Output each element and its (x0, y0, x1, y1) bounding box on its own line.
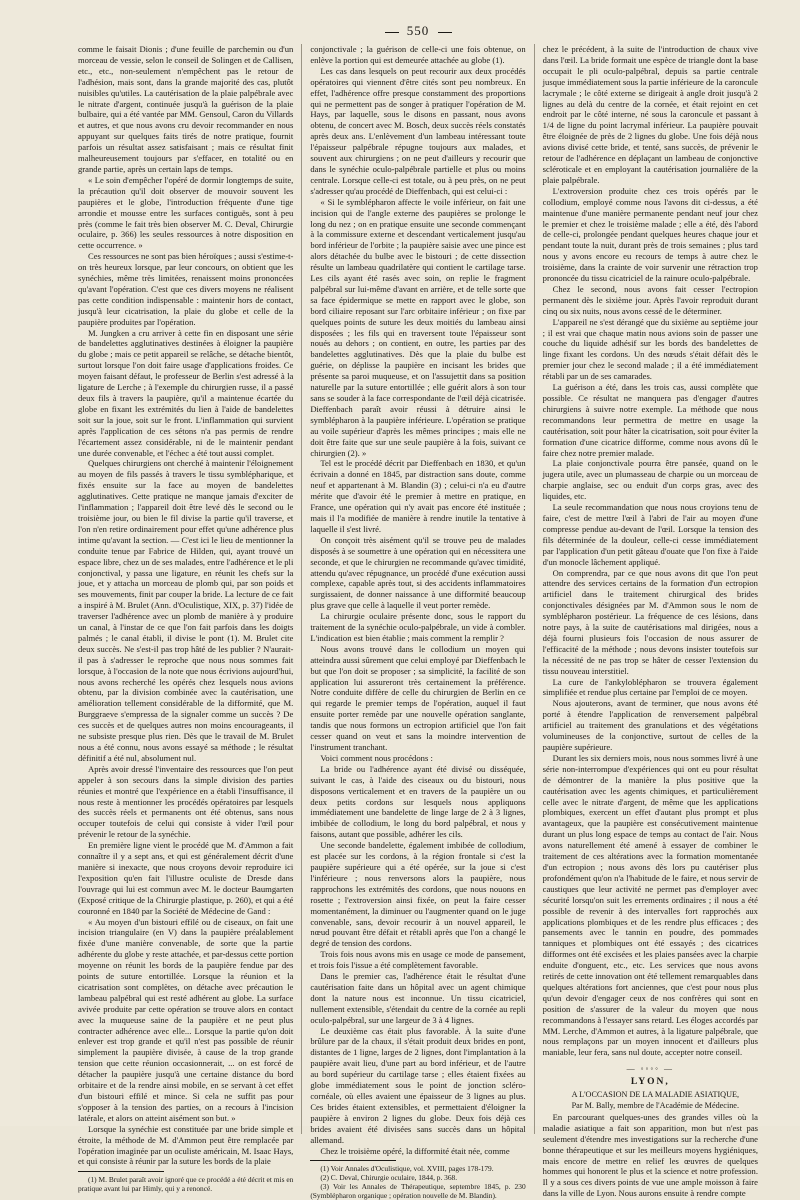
paragraph: chez le précédent, à la suite de l'introduction de chaux vive dans l'œil. La bride formait une espèce de triangle dont la base occupait le pli oculo-palpébral, depuis sa partie centrale jusque immédiatement sous la partie inférieure de la caroncule lacrymale ; le côté externe se dirigeait à angle droit jusqu'à 2 lignes au delà du centre de la cornée, et était rejoint en cet endroit par le côté interne, né sous la caroncule et passant à 1/4 de ligne du point lacrymal inférieur. La paupière pouvait être éloignée de près de 2 lignes du globe. Une fois déjà nous avions divisé cette bride, et tenté, sans succès, de prévenir le retour de l'adhérence en déplaçant un lambeau de conjonctive scléroticale et en employant la cautérisation journalière de la plaie palpébrale. (542, 44, 758, 185)
section-divider: — ◦◦◦◦ — (626, 1064, 674, 1074)
column-2-footnotes (310, 1164, 525, 1200)
paragraph: Chez le troisième opéré, la difformité était née, comme (320, 1145, 510, 1156)
page-number: 550 (406, 23, 430, 38)
footnote: (1) M. Brulet paraît avoir ignoré que ce procédé a été décrit et mis en pratique avant lui par Himly, qui y a renoncé. (78, 1175, 294, 1194)
column-3 (542, 44, 758, 1199)
paragraph: On conçoit très aisément qu'il se trouve peu de malades disposés à se soumettre à une opération qui en nécessitera une seconde, et que le chirurgien ne recommande qu'avec timidité, attendu qu'avec répugnance, un procédé d'une exécution aussi complexe, capable après tout, si des accidents inflammatoires surgissaient, de donner naissance à une difformité beaucoup plus grave que celle à laquelle il veut porter remède. (310, 534, 526, 611)
footnote-rule (78, 1171, 164, 1172)
footnote: (1) Voir Annales d'Oculistique, vol. XVIII, pages 178-179. (320, 1164, 494, 1174)
column-2-body (310, 44, 525, 1156)
section-author: Par M. Bally, membre de l'Académie de Médecine. (571, 1101, 739, 1110)
paragraph: Le deuxième cas était plus favorable. À la suite d'une brûlure par de la chaux, il s'était produit deux brides en pont, distantes de 1 ligne, larges de 2 lignes, dont l'implantation à la paupière avait lieu, d'une part au bord inférieur, et de l'autre au bord supérieur du cartilage tarse ; elles étaient fixées au globe immédiatement sous le point de jonction scléro-cornéale, où elles avaient une épaisseur de 3 lignes au plus. Ces brides étaient extensibles, et permettaient d'éloigner la paupière à environ 2 lignes du globe. Deux fois déjà ces brides avaient été divisées sans succès dans un hôpital allemand. (310, 1025, 526, 1145)
paragraph: « Au moyen d'un bistouri effilé ou de ciseaux, on fait une incision triangulaire (en V) dans la paupière préalablement fixée d'une manière convenable, de sorte que la partie adhérente du globe y reste attachée, et par-dessus cette portion moyenne on réunit les bords de la paupière fendue par des points de suture entortillée. Lorsque la réunion et la cicatrisation sont complètes, on détache avec précaution le lambeau palpébral qui est resté adhérent au globe. La surface avivée produite par cette opération se trouve alors en contact avec la muqueuse saine de la paupière et ne peut plus contracter adhérence avec elle... Lorsque la partie qu'on doit enlever est trop grande et qu'il n'est pas possible de réunir simplement la paupière divisée, à cause de la trop grande tension que cette réunion occasionnerait, ... on est forcé de détacher la paupière jusqu'à une certaine distance du bord orbitaire et de la rendre ainsi mobile, en se servant à cet effet d'un bistouri effilé et mince. Si cela ne suffit pas pour s'opposer à la tension des parties, on a recours à l'incision latérale, et alors on atteint aisément son but. » (78, 916, 294, 1123)
paragraph: Nous ajouterons, avant de terminer, que nous avons été porté à étendre l'application de renversement palpébral artificiel au traitement des granulations et des végétations volumineuses de la conjonctive, surtout de celles de la paupière supérieure. (542, 698, 758, 752)
column-divider (534, 44, 535, 1134)
paragraph: En première ligne vient le procédé que M. d'Ammon a fait connaître il y a sept ans, et qui est généralement décrit d'une manière si inexacte, que nous croyons devoir reproduire ici l'exposition qu'en fait l'illustre oculiste de Dresde dans l'ouvrage qui lui est commun avec M. le docteur Baumgarten (Exposé critique de la Chirurgie plastique, p. 260), et qui a été couronné en 1840 par la Société de Médecine de Gand : (78, 840, 294, 916)
section-body: En parcourant quelques-unes des grandes villes où la maladie asiatique a fait son apparition, mon but n'est pas seulement d'étendre mes investigations sur la recherche d'une bonne thérapeutique et sur les meilleurs moyens hygiéniques, mais encore de mettre en relief les œuvres de quelques hommes qui honorent le plus et la science et notre profession. Il y a sous ces divers points de vue une ample moisson à faire dans la ville de Lyon. Nous aurons ensuite à rendre compte (542, 1111, 758, 1199)
paragraph: La chirurgie oculaire présente donc, sous le rapport du traitement de la synéchie oculo-palpébrale, un vide à combler. L'indication est bien établie ; mais comment la remplir ? (310, 611, 526, 643)
paragraph: conjonctivale ; la guérison de celle-ci une fois obtenue, on enlève la portion qui est demeurée attachée au globe (1). (310, 44, 526, 65)
column-divider (301, 44, 302, 1134)
paragraph: L'appareil ne s'est dérangé que du sixième au septième jour ; il est vrai que chaque matin nous avions soin de passer une couche du liquide adhésif sur les bords des bandelettes de linge fixant les cordons. Un des nœuds s'était défait dès le premier jour chez le second malade ; il a été immédiatement rétabli par un de ses camarades. (542, 316, 758, 382)
paragraph: Après avoir dressé l'inventaire des ressources que l'on peut appeler à son secours dans la simple division des parties réunies et montré que l'expérience en a établi l'insuffisance, il nous reste à mentionner les procédés opératoires par lesquels des succès réels et permanents ont été obtenus, sans nous occuper toutefois de celui qui consiste à vider l'œil pour prévenir le retour de la synéchie. (78, 763, 294, 840)
paragraph: Trois fois nous avons mis en usage ce mode de pansement, et trois fois l'issue a été complètement favorable. (310, 949, 526, 971)
footnote: (2) C. Deval, Chirurgie oculaire, 1844, p. 368. (320, 1173, 458, 1183)
section-title: LYON, (630, 1077, 670, 1088)
paragraph: Chez le second, nous avons fait cesser l'ectropion permanent dès le sixième jour. Après l'avoir reproduit durant cinq ou six nuits, nous avons cessé de le déterminer. (542, 283, 758, 316)
paragraph: La seule recommandation que nous nous croyions tenu de faire, c'est de mettre l'œil à l'abri de l'air au moyen d'une compresse pendue au-devant de l'œil. Lorsque la tension des fils déterminée de la douleur, celle-ci cesse immédiatement par l'application d'un petit gâteau d'ouate que l'on fixe à l'aide d'un monocle lâchement appliqué. (542, 502, 758, 567)
paragraph: Tel est le procédé décrit par Dieffenbach en 1830, et qu'un écrivain a donné en 1845, par distraction sans doute, comme neuf et appartenant à M. Blandin (3) ; celui-ci n'a eu d'autre mérite que d'avoir été le premier à mettre en pratique, en France, une opération qui n'y avait pas encore été instituée ; mais il l'a modifiée de manière à rendre inutile la tentative à laquelle il s'est livré. (310, 458, 526, 534)
column-2 (310, 44, 526, 1200)
paragraph: Dans le premier cas, l'adhérence était le résultat d'une cautérisation faite dans un hôpital avec un agent chimique dont la nature nous est inconnue. Un tissu cicatriciel, nullement extensible, s'étendait du centre de la cornée au repli oculo-palpébral, sur une largeur de 3 à 4 lignes. (310, 971, 526, 1025)
header-rule-right (438, 32, 452, 33)
column-1-body (78, 44, 293, 1167)
paragraph: Lorsque la synéchie est constituée par une bride simple et étroite, la méthode de M. d'Ammon peut être remplacée par l'opération imaginée par un oculiste américain, M. Isaac Hays, et qui consiste à réunir par la suture les bords de la plaie (78, 1123, 294, 1167)
paragraph: M. Jungken a cru arriver à cette fin en disposant une série de bandelettes agglutinatives destinées à éloigner la paupière du globe ; mais ce petit appareil se relâche, se détache bientôt, surtout lorsque l'on doit faire usage d'applications froides. Ce moyen faisant défaut, le professeur de Berlin s'est adressé à la ligature de Lerche ; à l'exemple du chirurgien russe, il a passé deux fils à travers la paupière, qu'il a maintenue écartée du globe en fixant les extrémités du lien à l'aide de bandelettes soit sur la joue, soit sur le front. L'inflammation qui survient après l'application de ces sétons n'a pas permis de rendre l'écartement assez considérable, ni de le maintenir pendant une durée convenable, et l'échec a été tout aussi complet. (78, 327, 294, 458)
paragraph: Durant les six derniers mois, nous nous sommes livré à une série non-interrompue d'expériences qui ont eu pour résultat de démontrer de la manière la plus positive que la cautérisation avec les agents chimiques, et particulièrement celle avec le nitrate d'argent, de même que les applications plombiques, exercent un effet d'autant plus prompt et plus avantageux, que la paupière est consécutivement maintenue durant un plus long espace de temps au contact de l'air. Nous avons naturellement été amené à essayer de combiner le traitement de ces altérations avec la formation momentanée d'un ectropion ; nous avons dès lors pu cautériser plus profondément qu'on n'a l'habitude de le faire, et nous servir de caustiques que leur activité ne permet pas d'employer avec sécurité lorsqu'on suit les errements ordinaires ; il nous a été possible de revenir à des intervalles fort rapprochés aux applications plombiques et de les rendre plus efficaces ; des pansements avec le tannin en poudre, des pommades tanniques et plombiques ont été essayés ; des cicatrices difformes ont été excisées et les plaies pansées avec la charpie enduite d'onguent, etc., etc. Les services que nous avons retirés de cette innovation ont été tellement remarquables dans quelques altérations fort anciennes, que c'est pour nous plus qu'un devoir d'engager ceux de nos confrères qui sont en position de s'assurer de la valeur du moyen que nous recommandons à l'essayer sans retard. Les éloges accordés par MM. Lerche, d'Ammon et autres, à la ligature palpébrale, que nous remplaçons par un moyen innocent et d'ailleurs plus maniable, leur fera, sans nul doute, accepter notre conseil. (542, 752, 758, 1058)
footnote-rule (310, 1160, 396, 1161)
paragraph: Une seconde bandelette, également imbibée de collodium, est placée sur les cordons, à la région frontale si c'est la paupière supérieure qui a été opérée, sur la joue si c'est l'inférieure ; nous renversons alors la paupière, nous rapprochons les extrémités des cordons, que nous nouons en rosette ; l'extroversion ainsi fixée, on peut la faire cesser momentanément, la diminuer ou l'augmenter quand on le juge convenable, sans, devoir recourir à un nouvel appareil, le nœud pouvant être défait et rétabli après que l'on a changé le degré de tension des cordons. (310, 840, 526, 949)
section-subtitle: A L'OCCASION DE LA MALADIE ASIATIQUE, (571, 1090, 740, 1100)
column-1 (78, 44, 294, 1194)
paragraph: comme le faisait Dionis ; d'une feuille de parchemin ou d'un morceau de vessie, selon le conseil de Solingen et de Callisen, etc., etc., non-seulement n'empêchent pas le retour de l'adhésion, mais sont, dans la grande majorité des cas, plutôt nuisibles qu'utiles. La cautérisation de la plaie palpébrale avec le nitrate d'argent, continuée jusqu'à la guérison de la plaie bulbaire, qui a été vantée par MM. Gensoul, Caron du Villards et autres, et que nous avons cru devoir recommander en nous appuyant sur quelques faits tirés de notre pratique, fournit parfois un résultat assez satisfaisant ; mais ce résultat finit malheureusement toujours par s'effacer, en totalité ou en grande partie, après un certain laps de temps. (78, 44, 294, 174)
paragraph: La cure de l'ankyloblépharon se trouvera également simplifiée et rendue plus certaine par l'emploi de ce moyen. (542, 676, 758, 698)
paragraph: La bride ou l'adhérence ayant été divisé ou disséquée, suivant le cas, à l'aide des ciseaux ou du bistouri, nous disposons verticalement et en travers de la paupière un ou deux petits cordons sur lesquels nous appliquons immédiatement une bandelette de linge large de 2 à 3 lignes, imbibée de collodium, le long du bord palpébral, et nous y faisons, autant que possible, adhérer les cils. (310, 763, 526, 840)
footnote: (3) Voir les Annales de Thérapeutique, septembre 1845, p. 230 (Symblépharon organique ; opération nouvelle de M. Blandin). (310, 1182, 526, 1200)
page-header (78, 20, 758, 42)
header-rule-left (385, 32, 399, 33)
paragraph: Les cas dans lesquels on peut recourir aux deux procédés opératoires qui viennent d'être cités sont peu nombreux. En effet, l'adhérence offre presque constamment des proportions qui ne permettent pas de songer à pratiquer l'opération de M. Hays, par laquelle, sous le disons en passant, nous avons obtenu, de concert avec M. Bosch, deux succès réels constatés après deux ans. L'enlèvement d'un lambeau intéressant toute l'épaisseur palpébrale répugne toujours aux malades, et souvent aux chirurgiens ; on ne peut d'ailleurs y recourir que dans le synéchie oculo-palpébrale partielle et plus ou moins centrale. Lorsque celle-ci est totale, ou à peu près, on ne peut s'adresser qu'au procédé de Dieffenbach, qui est celui-ci : (310, 65, 526, 196)
paragraph: Quelques chirurgiens ont cherché à maintenir l'éloignement au moyen de fils passés à travers le tissu symblépharique, et fixés ensuite sur la face au moyen de bandelettes agglutinatives. Cette pratique ne manque jamais d'exciter de l'inflammation ; l'appareil doit être levé dès le second ou le troisième jour, ou bien le fil divise la partie qu'il traverse, et l'on n'en retire ordinairement pour effet qu'une adhérence plus intime qu'avant la section. — C'est ici le lieu de mentionner la conduite tenue par Fabrice de Hilden, qui, ayant trouvé un espace libre, chez un de ses malades, entre l'adhérence et le pli conjonctival, y passa une ligature, en réunit les chefs sur la joue, et y attacha un morceau de plomb qui, par son poids et ses mouvements, finit par couper la bride. La lecture de ce fait a inspiré à M. Brulet (Ann. d'Oculistique, XIX, p. 37) l'idée de traverser l'adhérence avec un plomb de manière à y produire un canal, à l'instar de ce que l'on fait parfois dans les doigts palmés ; le canal établi, il divise le pont (1). M. Brulet cite deux succès. Ne s'est-il pas trop hâté de les publier ? N'aurait-il pas à s'adresser le reproche que nous nous sommes fait lorsque, à l'occasion de la note que nous écrivions aujourd'hui, nous avons recherché les opérés chez lesquels nous avions obtenu, par la division combinée avec la cautérisation, une amélioration tellement considérable de la difformité, que M. Burggraeve s'empressa de la signaler comme un succès ? De ces succès et de quelques autres non moins encourageants, il ne subsiste presque plus rien. Dès que le travail de M. Brulet nous a été connu, nous avons essayé sa méthode ; le résultat définitif a été nul, absolument nul. (78, 458, 294, 763)
paragraph: Ces ressources ne sont pas bien héroïques ; aussi s'estime-t-on très heureux lorsque, par leur concours, on obtient que les synéchies, même très limitées, renaissent moins prononcées qu'avant l'opération. C'est que ces divers moyens ne réalisent pas cette condition indispensable : maintenir hors de contact, jusqu'à leur cicatrisation, la plaie du globe et celle de la paupière produites par l'opération. (78, 251, 294, 327)
paragraph: « Le soin d'empêcher l'opéré de dormir longtemps de suite, la précaution qu'il doit observer de mouvoir souvent les paupières et le globe, l'introduction fréquente d'une tige arrondie et mousse entre les surfaces contiguës, sont à peu près (comme le fait très bien observer M. C. Deval, Chirurgie oculaire, p. 366) les seules ressources à notre disposition en cette occurrence. » (78, 174, 294, 251)
paragraph: La plaie conjonctivale pourra être pansée, quand on le jugera utile, avec un plumasseau de charpie ou un morceau de charpie anglaise, sec ou enduit d'un corps gras, avec des liquides, etc. (542, 458, 758, 502)
paragraph: « Si le symblépharon affecte le voile inférieur, on fait une incision qui de l'angle externe des paupières se prolonge le long du nez ; on en pratique ensuite une seconde commençant à la commissure externe et descendant verticalement jusqu'au bord inférieur de l'orbite ; la paupière saisie avec une pince est alors détachée du bulbe avec le bistouri ; de cette dissection résulte un lambeau quadrilatère qui contient le cartilage tarse. Les cils ayant été rasés avec soin, on replie le fragment palpébral sur lui-même d'avant en arrière, et de telle sorte que sa face épidermique se mette en rapport avec le globe, son bord ciliaire reposant sur l'arc orbitaire inférieur ; on fixe par quelques points de suture les deux moitiés du lambeau ainsi disposées ; les fils qui en traversent toute l'épaisseur sont noués au dehors ; on contient, en outre, les parties par des bandelettes agglutinatives. Dès que la plaie du bulbe est guérie, on déplisse la paupière en incisant les brides que présente sa paroi muqueuse, et on l'assujettit dans sa position naturelle par la suture entortillée ; elle guérit alors à son tour sans se souder à la face correspondante de l'œil déjà cicatrisée. Dieffenbach paraît avoir réussi à détruire ainsi le symblépharon à la paupière inférieure. L'opération se pratique au voile supérieur d'après les mêmes principes ; mais elle ne doit être faite que sur une seule paupière à la fois, suivant ce chirurgien (2). » (310, 196, 526, 458)
column-3-body (543, 44, 758, 1058)
paragraph: Voici comment nous procédons : (320, 752, 433, 763)
paragraph: On comprendra, par ce que nous avons dit que l'on peut attendre des services certains de la formation d'un ectropion artificiel dans le traitement chirurgical des brides conjonctivales désignées par M. d'Ammon sous le nom de symblépharon postérieur. La fréquence de ces lésions, dans notre pays, à la suite de cautérisations mal dirigées, nous a déjà fourni plusieurs fois l'occasion de nous assurer de l'efficacité de la méthode ; nous devons insister toutefois sur la nécessité de ne pas trop se hâter de cesser l'extension du tissu nouveau interstitiel. (542, 567, 758, 676)
paragraph: L'extroversion produite chez ces trois opérés par le collodium, employé comme nous l'avons dit ci-dessus, a été maintenue d'une manière permanente pendant neuf jour chez le premier et chez le troisième malade ; elle a été, dès l'abord de celle-ci, prolongée pendant quelques heures chaque jour et pendant toute la nuit, durant près de trois semaines ; plus tard nous y avons encore eu recours de temps à autre chez le troisième, dans la crainte de voir survenir une rétraction trop prononcée du tissu cicatriciel de la rainure oculo-palpébrale. (542, 185, 758, 284)
paragraph: Nous avons trouvé dans le collodium un moyen qui atteindra aussi sûrement que celui employé par Dieffenbach le but que l'on doit se proposer ; sa simplicité, la facilité de son application lui assureront très certainement la préférence. Notre conduite diffère de celle du chirurgien de Berlin en ce qui regarde le premier temps de l'opération, auquel il faut ensuite porter remède par une nouvelle opération sanglante, tandis que nous formons un ectropion artificiel que l'on fait cesser quand on veut et sans la moindre intervention de l'instrument tranchant. (310, 643, 526, 752)
text-columns (78, 44, 758, 1200)
paragraph: La guérison a été, dans les trois cas, aussi complète que possible. Ce résultat ne manquera pas d'engager d'autres chirurgiens à suivre notre exemple. La méthode que nous recommandons leur permettra de mettre en usage la cautérisation, soit pour hâter la cicatrisation, soit pour éviter la formation d'une cicatrice difforme, comme nous avons dû le faire chez notre premier malade. (542, 382, 758, 458)
